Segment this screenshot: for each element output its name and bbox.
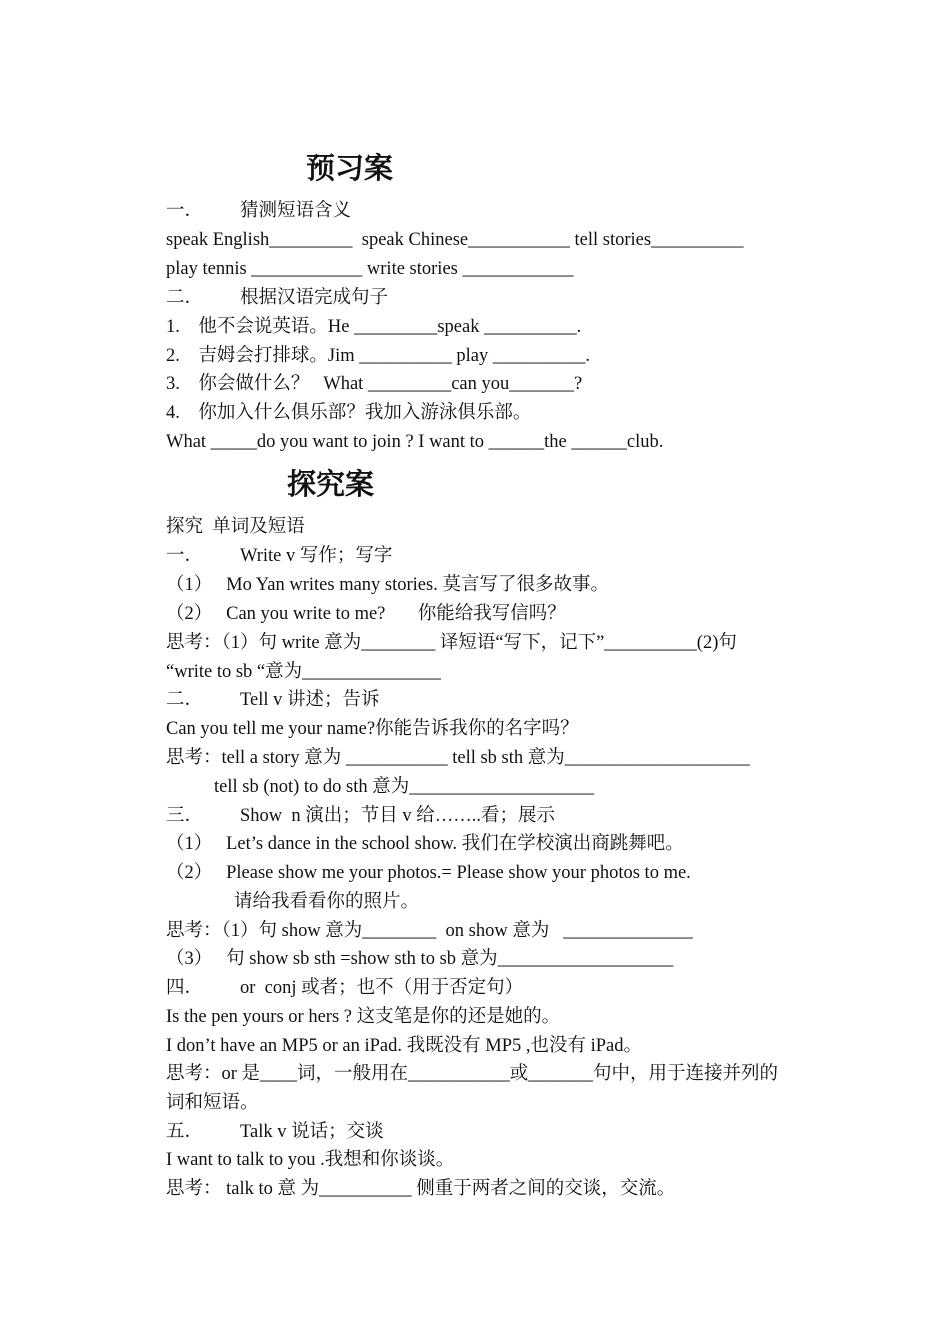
talk-example: I want to talk to you .我想和你谈谈。	[166, 1150, 455, 1170]
or-heading: 四． or conj 或者；也不（用于否定句）	[166, 978, 524, 998]
section-2-heading: 二． 根据汉语完成句子	[166, 288, 389, 308]
talk-heading: 五． Talk v 说话；交谈	[166, 1122, 384, 1142]
write-example-1: （1） Mo Yan writes many stories. 莫言写了很多故事。	[166, 575, 609, 595]
write-think-1: 思考：（1）句 write 意为________ 译短语“写下，记下”__________(2)句	[166, 633, 737, 653]
sentence-2: 2. 吉姆会打排球。Jim __________ play __________.	[166, 346, 590, 366]
write-heading: 一． Write v 写作；写字	[166, 546, 393, 566]
tell-example: Can you tell me your name?你能告诉我你的名字吗？	[166, 719, 579, 739]
or-example-2: I don’t have an MP5 or an iPad. 我既没有 MP5 ,也没有 iPad。	[166, 1036, 643, 1056]
show-heading: 三． Show n 演出；节目 v 给……..看；展示	[166, 806, 556, 826]
show-example-2: （2） Please show me your photos.= Please show your photos to me.	[166, 863, 691, 883]
write-example-2: （2） Can you write to me? 你能给我写信吗？	[166, 604, 566, 624]
tell-think-2: tell sb (not) to do sth 意为____________________	[214, 777, 595, 797]
show-example-1: （1） Let’s dance in the school show. 我们在学校演出商跳舞吧。	[166, 834, 684, 854]
sentence-3: 3. 你会做什么？ What _________can you_______?	[166, 374, 583, 394]
sentence-4: 4. 你加入什么俱乐部？我加入游泳俱乐部。	[166, 403, 532, 423]
explore-heading: 探究 单词及短语	[166, 517, 305, 537]
tell-heading: 二． Tell v 讲述；告诉	[166, 690, 380, 710]
sentence-4-english: What _____do you want to join ? I want to ______the ______club.	[166, 432, 664, 452]
show-think-1: 思考：（1）句 show 意为________ on show 意为 ______________	[166, 921, 693, 941]
or-think-1: 思考：or 是____词，一般用在___________或_______句中，用于连接并列的	[166, 1064, 779, 1084]
tell-think-1: 思考：tell a story 意为 ___________ tell sb sth 意为____________________	[166, 748, 750, 768]
show-think-2: （3） 句 show sb sth =show sth to sb 意为___________________	[166, 949, 674, 969]
preview-title: 预习案	[306, 151, 394, 185]
phrase-line-2: play tennis ____________ write stories ____________	[166, 259, 574, 279]
section-1-heading: 一． 猜测短语含义	[166, 201, 352, 221]
or-example-1: Is the pen yours or hers ? 这支笔是你的还是她的。	[166, 1007, 561, 1027]
write-think-2: “write to sb “意为_______________	[166, 662, 441, 682]
show-example-2-translation: 请给我看看你的照片。	[234, 892, 420, 912]
or-think-2: 词和短语。	[166, 1093, 259, 1113]
phrase-line-1: speak English_________ speak Chinese___________ tell stories__________	[166, 230, 744, 250]
explore-title: 探究案	[287, 467, 375, 501]
sentence-1: 1. 他不会说英语。He _________speak __________.	[166, 317, 582, 337]
talk-think: 思考： talk to 意 为__________ 侧重于两者之间的交谈，交流。	[166, 1179, 676, 1199]
